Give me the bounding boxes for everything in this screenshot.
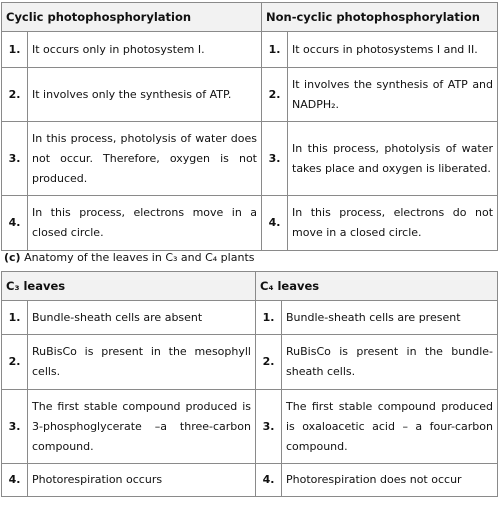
- cell-text: The first stable compound produced is 3-phosphoglycerate –a three-carbon compound.: [28, 390, 256, 464]
- photophosphorylation-table: [1, 2, 498, 251]
- caption-label: (c): [4, 251, 21, 264]
- cell-text: The first stable compound produced is oxaloacetic acid – a four-carbon compound.: [282, 390, 498, 464]
- table-row: [2, 122, 498, 196]
- row-number: 3.: [2, 390, 28, 464]
- column-header-c3: C₃ leaves: [2, 272, 256, 301]
- row-number: 3.: [256, 390, 282, 464]
- caption-text: Anatomy of the leaves in C₃ and C₄ plants: [24, 251, 255, 264]
- table-row: [2, 301, 498, 335]
- row-number: 3.: [2, 122, 28, 196]
- cell-text: It involves the synthesis of ATP and NADPH₂.: [288, 68, 498, 122]
- table-header-row: [2, 272, 498, 301]
- cell-text: It occurs only in photosystem I.: [28, 32, 262, 68]
- cell-text: RuBisCo is present in the mesophyll cells.: [28, 335, 256, 390]
- cell-text: Bundle-sheath cells are absent: [28, 301, 256, 335]
- row-number: 1.: [256, 301, 282, 335]
- cell-text: It occurs in photosystems I and II.: [288, 32, 498, 68]
- cell-text: Bundle-sheath cells are present: [282, 301, 498, 335]
- cell-text: In this process, photolysis of water takes place and oxygen is liberated.: [288, 122, 498, 196]
- table-row: [2, 32, 498, 68]
- table-row: [2, 68, 498, 122]
- column-header-c4: C₄ leaves: [256, 272, 498, 301]
- cell-text: In this process, photolysis of water does not occur. Therefore, oxygen is not produced.: [28, 122, 262, 196]
- column-header-cyclic: Cyclic photophosphorylation: [2, 3, 262, 32]
- row-number: 2.: [256, 335, 282, 390]
- table-header-row: [2, 3, 498, 32]
- table-row: [2, 335, 498, 390]
- row-number: 2.: [2, 335, 28, 390]
- cell-text: In this process, electrons do not move in a closed circle.: [288, 196, 498, 251]
- row-number: 4.: [262, 196, 288, 251]
- cell-text: Photorespiration does not occur: [282, 464, 498, 497]
- row-number: 1.: [2, 32, 28, 68]
- row-number: 3.: [262, 122, 288, 196]
- row-number: 2.: [2, 68, 28, 122]
- leaf-anatomy-table: [1, 271, 498, 497]
- row-number: 2.: [262, 68, 288, 122]
- row-number: 4.: [256, 464, 282, 497]
- table-row: [2, 464, 498, 497]
- column-header-non-cyclic: Non-cyclic photophosphorylation: [262, 3, 498, 32]
- cell-text: It involves only the synthesis of ATP.: [28, 68, 262, 122]
- table-row: [2, 196, 498, 251]
- row-number: 1.: [262, 32, 288, 68]
- section-caption: [4, 250, 254, 266]
- row-number: 4.: [2, 196, 28, 251]
- row-number: 4.: [2, 464, 28, 497]
- table-row: [2, 390, 498, 464]
- cell-text: RuBisCo is present in the bundle-sheath cells.: [282, 335, 498, 390]
- cell-text: In this process, electrons move in a closed circle.: [28, 196, 262, 251]
- cell-text: Photorespiration occurs: [28, 464, 256, 497]
- row-number: 1.: [2, 301, 28, 335]
